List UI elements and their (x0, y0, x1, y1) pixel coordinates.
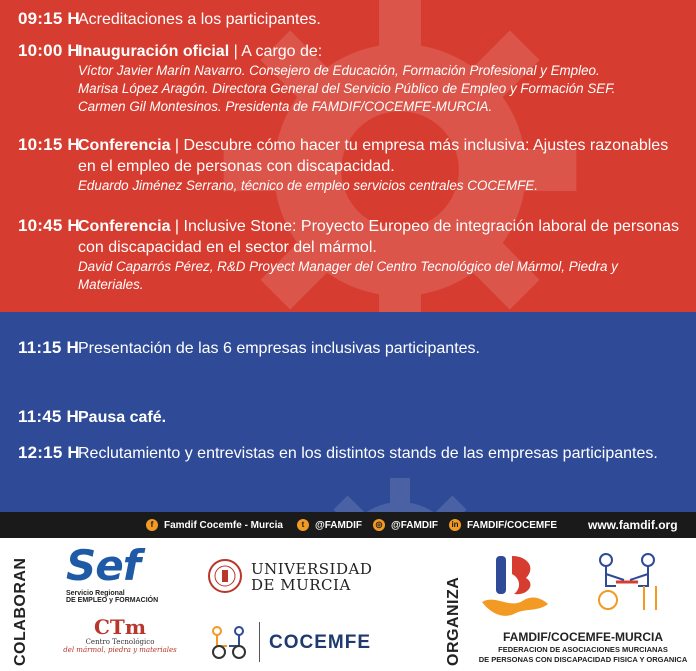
facebook-link[interactable]: f Famdif Cocemfe - Murcia (146, 519, 283, 531)
schedule-time: 11:45 H (18, 407, 79, 426)
schedule-time: 11:15 H (18, 338, 79, 357)
schedule-text: Inauguración oficial | A cargo de: Víctor Javier Marín Navarro. Consejero de Educación, Formación Profesional y Empleo. Marisa López Aragón. Directora General del Servicio Público de Empleo y Formación SEF. Carmen Gil Montesinos. Presidenta de FAMDIF/COCEMFE-MURCIA. (78, 41, 686, 116)
schedule-time: 10:45 H (18, 216, 80, 235)
speaker-line: Eduardo Jiménez Serrano, técnico de empleo servicios centrales COCEMFE. (78, 178, 538, 193)
linkedin-link[interactable]: in FAMDIF/COCEMFE (449, 519, 557, 531)
colaboran-label: COLABORAN (12, 557, 29, 666)
sponsors-section (0, 538, 696, 671)
accessibility-people-icon (207, 624, 251, 660)
famdif-figure-icon (478, 550, 550, 618)
famdif-title: FAMDIF/COCEMFE-MURCIA (503, 630, 663, 644)
schedule-title: Inauguración oficial (78, 43, 230, 60)
website-link[interactable]: www.famdif.org (588, 518, 678, 532)
schedule-text: Reclutamiento y entrevistas en los distintos stands de las empresas participantes. (78, 445, 658, 462)
schedule-text: Presentación de las 6 empresas inclusivas participantes. (78, 340, 480, 357)
schedule-title: Conferencia (78, 137, 171, 154)
schedule-time: 10:15 H (18, 135, 80, 154)
universidad-murcia-logo: UNIVERSIDAD DE MURCIA (207, 558, 407, 594)
famdif-logo (478, 550, 550, 618)
famdif-subtitle: DE PERSONAS CON DISCAPACIDAD FISICA Y ORGANICA (478, 655, 688, 664)
famdif-subtitle: FEDERACION DE ASOCIACIONES MURCIANAS (498, 645, 668, 654)
speaker-line: David Caparrós Pérez, R&D Proyect Manager del Centro Tecnológico del Mármol, Piedra y Materiales. (78, 259, 618, 292)
linkedin-icon: in (449, 519, 461, 531)
speaker-line: Víctor Javier Marín Navarro. Consejero de Educación, Formación Profesional y Empleo. (78, 63, 600, 78)
schedule-text: Conferencia | Inclusive Stone: Proyecto Europeo de integración laboral de personas con discapacidad en el sector del mármol. David Caparrós Pérez, R&D Proyect Manager del Centro Tecnológico del Mármol, Piedra y Materiales. (78, 216, 686, 294)
schedule-time: 12:15 H (18, 443, 80, 462)
schedule-time: 10:00 H (18, 41, 80, 60)
cocemfe-logo: COCEMFE (207, 622, 377, 662)
twitter-link[interactable]: t @FAMDIF (297, 519, 362, 531)
instagram-icon: ◎ (373, 519, 385, 531)
schedule-time: 09:15 H (18, 9, 80, 28)
schedule-text: Conferencia | Descubre cómo hacer tu empresa más inclusiva: Ajustes razonables en el empleo de personas con discapacidad. Eduardo Jiménez Serrano, técnico de empleo servicios centrales COCEMFE. (78, 135, 686, 195)
instagram-link[interactable]: ◎ @FAMDIF (373, 519, 438, 531)
speaker-line: Marisa López Aragón. Directora General del Servicio Público de Empleo y Formación SEF. (78, 81, 616, 96)
people-meeting-icon (590, 550, 666, 614)
schedule-title: Conferencia (78, 218, 171, 235)
schedule-blue-section (0, 312, 696, 512)
schedule-title: Pausa café. (78, 409, 167, 426)
schedule-text: Acreditaciones a los participantes. (78, 11, 321, 28)
university-seal-icon (207, 558, 243, 594)
gear-decoration-icon (300, 462, 500, 512)
ctm-logo: CTm Centro Tecnológico del mármol, piedra y materiales (63, 615, 177, 654)
organiza-label: ORGANIZA (445, 576, 462, 666)
facebook-icon: f (146, 519, 158, 531)
social-footer-bar (0, 512, 696, 538)
speaker-line: Carmen Gil Montesinos. Presidenta de FAMDIF/COCEMFE-MURCIA. (78, 99, 493, 114)
logo-divider (259, 622, 260, 662)
schedule-red-section (0, 0, 696, 312)
people-table-illustration (590, 550, 666, 614)
schedule-text (78, 407, 686, 428)
twitter-icon: t (297, 519, 309, 531)
sef-logo: Sef Servicio Regional DE EMPLEO y FORMACIÓN (66, 541, 159, 604)
